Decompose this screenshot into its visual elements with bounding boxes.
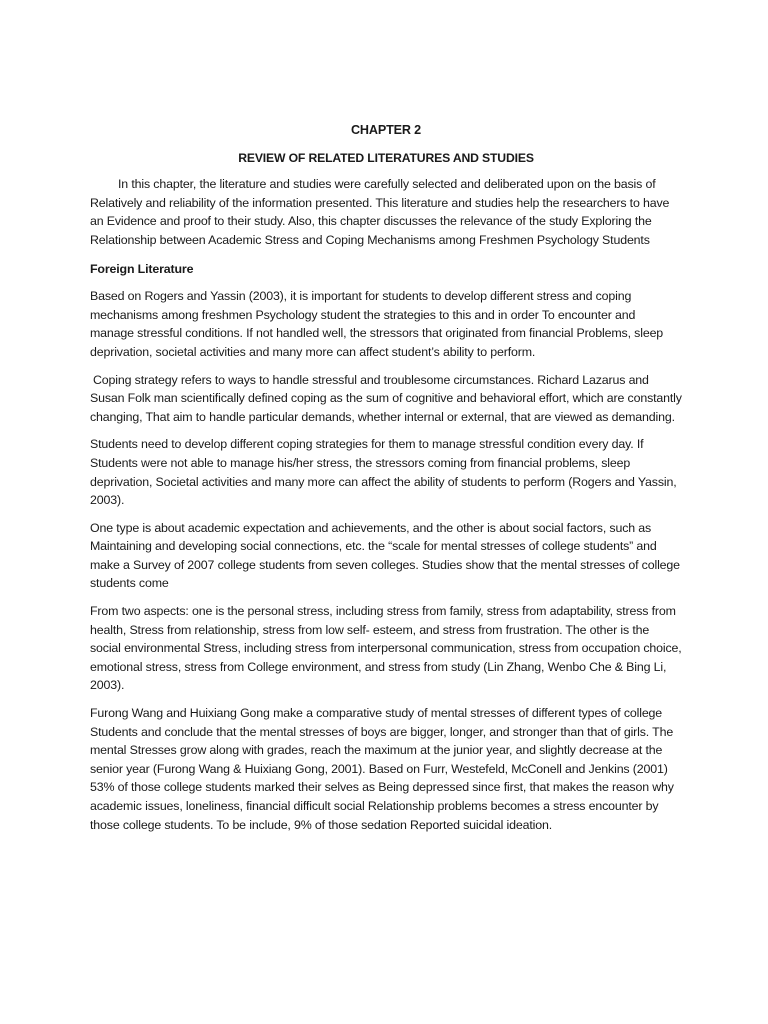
document-body bbox=[90, 121, 682, 843]
paragraph: One type is about academic expectation and achievements, and the other is about social factors, such as Maintaining and developing social connections, etc. the “scale for mental stresses of college students” and make a Survey of 2007 college students from seven colleges. Studies show that the mental stresses of college students come bbox=[90, 520, 680, 591]
paragraph: Students need to develop different coping strategies for them to manage stressful condition every day. If Students were not able to manage his/her stress, the stressors coming from financial problems, sleep deprivation, Societal activities and many more can affect the ability of students to perform (Rogers and Yassin, 2003). bbox=[90, 437, 677, 508]
section-heading: Foreign Literature bbox=[90, 261, 194, 276]
intro-paragraph: In this chapter, the literature and studies were carefully selected and deliberated upon on the basis of Relatively and reliability of the information presented. This literature and studies help the researchers to have an Evidence and proof to their study. Also, this chapter discusses the relevance of the study Exploring the Relationship between Academic Stress and Coping Mechanisms among Freshmen Psychology Students bbox=[90, 177, 670, 247]
chapter-title: REVIEW OF RELATED LITERATURES AND STUDIES bbox=[238, 150, 534, 165]
paragraph: Furong Wang and Huixiang Gong make a comparative study of mental stresses of different types of college Students and conclude that the mental stresses of boys are bigger, longer, and stronger than that of girls. The mental Stresses grow along with grades, reach the maximum at the junior year, and slightly decrease at the senior year (Furong Wang & Huixiang Gong, 2001). Based on Furr, Westefeld, McConell and Jenkins (2001) 53% of those college students marked their selves as Being depressed since first, that makes the reason why academic issues, loneliness, financial difficult social Relationship problems becomes a stress encounter by those college students. To be include, 9% of those sedation Reported suicidal ideation. bbox=[90, 706, 674, 832]
paragraph: Based on Rogers and Yassin (2003), it is important for students to develop different stress and coping mechanisms among freshmen Psychology student the strategies to this and in order To encounter and manage stressful conditions. If not handled well, the stressors that originated from financial Problems, sleep deprivation, societal activities and many more can affect student’s ability to perform. bbox=[90, 289, 664, 359]
chapter-heading: CHAPTER 2 bbox=[350, 123, 422, 137]
paragraph: Coping strategy refers to ways to handle stressful and troublesome circumstances. Richard Lazarus and Susan Folk man scientifically defined coping as the sum of cognitive and behavioral effort, which are constantly changing, That aim to handle particular demands, whether internal or external, that are viewed as demanding. bbox=[90, 372, 682, 424]
paragraph: From two aspects: one is the personal stress, including stress from family, stress from adaptability, stress from health, Stress from relationship, stress from low self- esteem, and stress from frustration. The other is the social environmental Stress, including stress from interpersonal communication, stress from occupation choice, emotional stress, stress from College environment, and stress from study (Lin Zhang, Wenbo Che & Bing Li, 2003). bbox=[90, 604, 682, 693]
